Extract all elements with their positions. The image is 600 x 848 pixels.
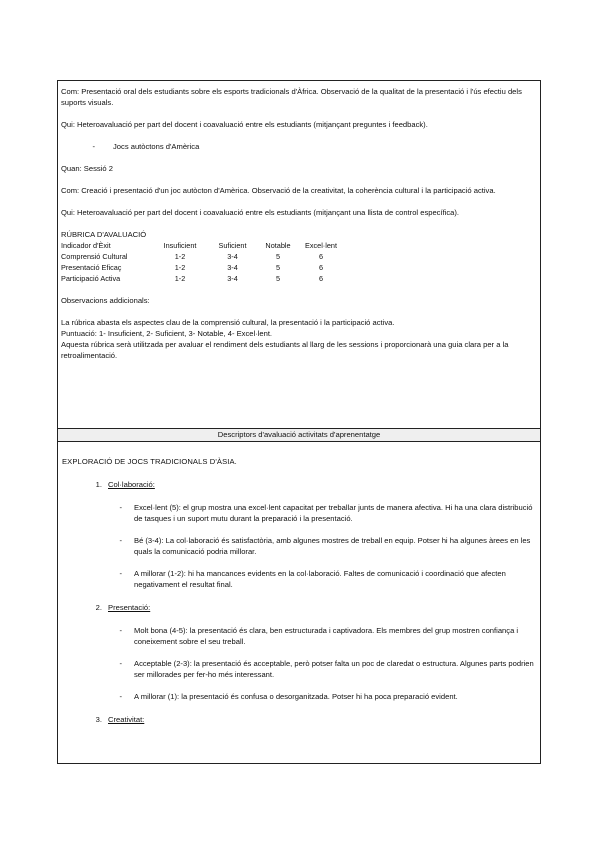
- descriptor-item: [62, 658, 536, 680]
- criterion-block: [62, 479, 536, 590]
- bullet-item: [61, 141, 537, 152]
- criterion-name: Creativitat:: [108, 715, 145, 724]
- dash-bullet-icon: -: [92, 142, 95, 151]
- dash-bullet-icon: -: [119, 569, 122, 578]
- descriptor-text: Molt bona (4-5): la presentació és clara, ben estructurada i captivadora. Els membres del grup mostren confiança i coneixement sobre el seu treball.: [134, 626, 519, 646]
- rubric-cell: 6: [318, 263, 324, 272]
- observation-line-1: La rúbrica abasta els aspectes clau de la comprensió cultural, la presentació i la participació activa.: [61, 318, 395, 327]
- rubric-cell: 5: [275, 263, 281, 272]
- observation-line-2: Puntuació: 1- Insuficient, 2- Suficient, 3- Notable, 4- Excel·lent.: [61, 329, 273, 338]
- assessment-section: [58, 81, 540, 429]
- dash-bullet-icon: -: [119, 503, 122, 512]
- criterion-block: [62, 602, 536, 702]
- criterion-number: 3.: [95, 715, 102, 724]
- descriptor-item: [62, 502, 536, 524]
- descriptor-item: [62, 535, 536, 557]
- rubric-cell: 3-4: [227, 274, 238, 283]
- rubric-header-cell: Notable: [265, 241, 291, 250]
- descriptor-text: Bé (3-4): La col·laboració és satisfactòria, amb algunes mostres de treball en equip. Potser hi ha algunes àrees en les quals la comunicació podria millorar.: [134, 536, 531, 556]
- rubric-header-row: [61, 240, 346, 251]
- dash-bullet-icon: -: [119, 692, 122, 701]
- criterion-name: Presentació:: [108, 603, 151, 612]
- rubric-row: [61, 251, 346, 262]
- qui-paragraph-1: Qui: Heteroavaluació per part del docent i coavaluació entre els estudiants (mitjançant preguntes i feedback).: [61, 120, 428, 129]
- descriptor-text: Excel·lent (5): el grup mostra una excel·lent capacitat per treballar junts de manera afectiva. Hi ha una clara distribució de tasques i un suport mutu durant la preparació i la presentació.: [134, 503, 533, 523]
- observation-line-3: Aquesta rúbrica serà utilitzada per avaluar el rendiment dels estudiants al llarg de les sessions i proporcionarà una guia clara per a la retroalimentació.: [61, 340, 509, 360]
- activity-title: EXPLORACIÓ DE JOCS TRADICIONALS D'ÀSIA.: [62, 457, 237, 466]
- descriptor-text: Acceptable (2-3): la presentació és acceptable, però potser falta un poc de claredat o estructura. Algunes parts podrien ser millorades per fer-ho més interessant.: [134, 659, 534, 679]
- rubric-row: [61, 262, 346, 273]
- criterion-block: [62, 714, 536, 725]
- rubric-cell: 6: [318, 274, 324, 283]
- bullet-text: Jocs autòctons d'Amèrica: [113, 142, 200, 151]
- com-paragraph-1: Com: Presentació oral dels estudiants sobre els esports tradicionals d'Àfrica. Observació de la qualitat de la presentació i l'ús efectiu dels suports visuals.: [61, 87, 522, 107]
- rubric-cell: 3-4: [227, 252, 238, 261]
- rubric-cell: 1-2: [174, 252, 186, 261]
- rubric-cell: Comprensió Cultural: [61, 252, 128, 261]
- rubric-header-cell: Indicador d'Èxit: [61, 241, 111, 250]
- rubric-table: [61, 240, 346, 284]
- rubric-cell: Presentació Eficaç: [61, 263, 122, 272]
- dash-bullet-icon: -: [119, 536, 122, 545]
- com-paragraph-2: Com: Creació i presentació d'un joc autòcton d'Amèrica. Observació de la creativitat, la coherència cultural i la participació activa.: [61, 186, 496, 195]
- rubric-header-cell: Excel·lent: [304, 241, 338, 250]
- document-page: [57, 80, 541, 764]
- descriptor-item: [62, 568, 536, 590]
- rubric-cell: 1-2: [174, 263, 186, 272]
- criterion-number: 2.: [95, 603, 102, 612]
- descriptor-item: [62, 691, 536, 702]
- rubric-cell: 3-4: [227, 263, 238, 272]
- rubric-header-cell: Insuficient: [163, 241, 197, 250]
- rubric-cell: 5: [275, 274, 281, 283]
- activity-descriptors-section: [58, 443, 540, 725]
- criterion-number: 1.: [95, 480, 102, 489]
- rubric-cell: 1-2: [174, 274, 186, 283]
- observations-title: Observacions addicionals:: [61, 296, 150, 305]
- dash-bullet-icon: -: [119, 659, 122, 668]
- quan-paragraph: Quan: Sessió 2: [61, 164, 113, 173]
- qui-paragraph-2: Qui: Heteroavaluació per part del docent i coavaluació entre els estudiants (mitjançant una llista de control específica).: [61, 208, 460, 217]
- descriptor-text: A millorar (1-2): hi ha mancances evidents en la col·laboració. Faltes de comunicació i coordinació que afecten negativament el resultat final.: [134, 569, 506, 589]
- rubric-cell: 5: [275, 252, 281, 261]
- criterion-name: Col·laboració:: [108, 480, 155, 489]
- rubric-title: RÚBRICA D'AVALUACIÓ: [61, 230, 147, 239]
- descriptor-text: A millorar (1): la presentació és confusa o desorganitzada. Potser hi ha poca preparació evident.: [134, 692, 458, 701]
- rubric-cell: Participació Activa: [61, 274, 121, 283]
- rubric-row: [61, 273, 346, 284]
- rubric-cell: 6: [318, 252, 324, 261]
- descriptor-item: [62, 625, 536, 647]
- descriptors-header: Descriptors d'avaluació activitats d'aprenentatge: [58, 429, 540, 442]
- dash-bullet-icon: -: [119, 626, 122, 635]
- rubric-header-cell: Suficient: [218, 241, 247, 250]
